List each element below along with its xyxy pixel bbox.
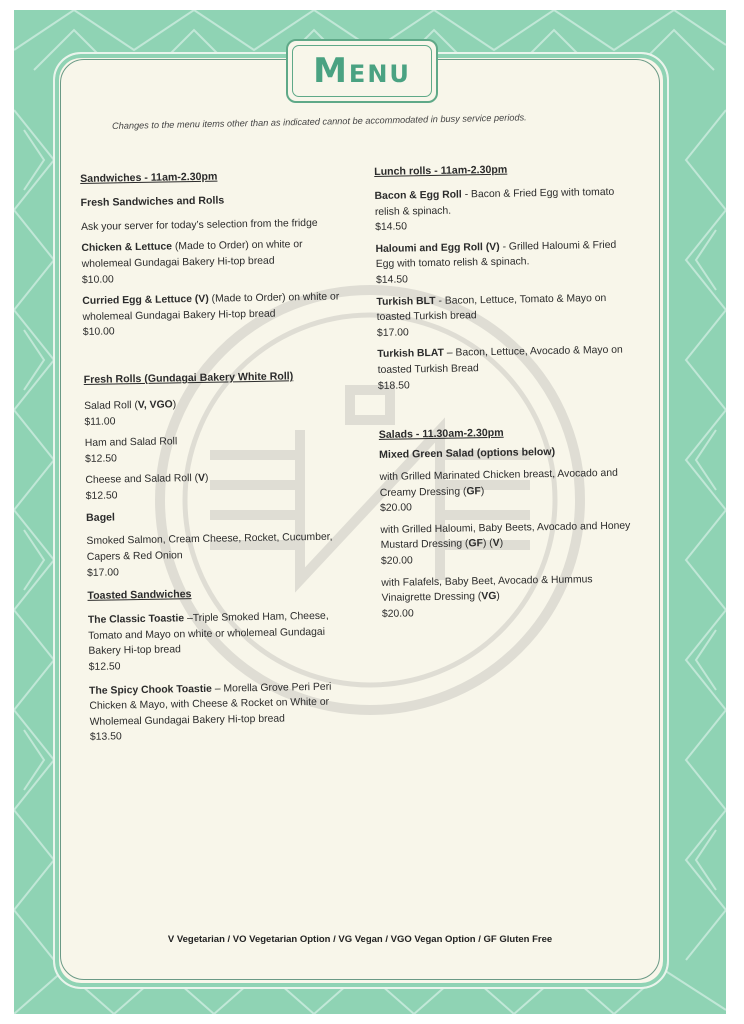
menu-item-ham-roll	[85, 432, 348, 468]
item-name: Haloumi and Egg Roll (V)	[375, 241, 500, 255]
item-name-pre: Salad Roll (	[84, 399, 138, 412]
item-tag: GF	[468, 538, 484, 550]
item-name: Turkish BLAT	[377, 348, 445, 361]
item-desc-pre: with Falafels, Baby Beet, Avocado & Hummus Vinaigrette Dressing (	[381, 573, 593, 605]
menu-item-salad-falafel	[381, 571, 644, 622]
item-price: $13.50	[89, 731, 122, 744]
item-desc: - Bacon & Fried Egg with tomato relish & spinach.	[374, 186, 615, 218]
lunch-rolls-heading: Lunch rolls - 11am-2.30pm	[374, 163, 508, 178]
item-name: Bacon & Egg Roll	[374, 189, 462, 202]
fresh-sandwiches-heading: Fresh Sandwiches and Rolls	[80, 194, 225, 209]
item-tag: VG	[481, 591, 497, 603]
salads-heading: Salads - 11.30am-2.30pm	[378, 426, 504, 442]
item-price: $14.50	[375, 274, 408, 286]
menu-item-bagel	[86, 530, 349, 581]
bagel-heading: Bagel	[85, 511, 116, 524]
fresh-rolls-heading: Fresh Rolls (Gundagai Bakery White Roll)	[83, 370, 294, 387]
sandwiches-heading: Sandwiches - 11am-2.30pm	[80, 170, 218, 185]
item-desc: - Bacon, Lettuce, Tomato & Mayo on toasted Turkish bread	[376, 292, 607, 324]
item-tag: GF	[466, 485, 481, 498]
mixed-salad-heading: Mixed Green Salad (options below)	[379, 445, 556, 462]
menu-item-spicy-toastie	[89, 679, 352, 746]
menu-item-chicken	[81, 237, 344, 288]
item-price: $12.50	[85, 490, 118, 502]
item-desc: - Grilled Haloumi & Fried Egg with tomato relish & spinach.	[375, 239, 617, 271]
item-tag: V	[197, 473, 206, 485]
title-frame	[286, 39, 438, 103]
item-name-pre: Cheese and Salad Roll (	[85, 473, 199, 487]
item-name: Curried Egg & Lettuce (V)	[82, 293, 209, 308]
item-tag: V, VGO	[137, 399, 173, 411]
fresh-intro: Ask your server for today’s selection from the fridge	[80, 217, 318, 233]
item-tag-2: V	[492, 538, 500, 550]
item-name-post: )	[204, 473, 209, 485]
notice-text: Changes to the menu items other than as indicated cannot be accommodated in busy service periods.	[111, 112, 527, 132]
item-desc: Smoked Salmon, Cream Cheese, Rocket, Cucumber, Capers & Red Onion	[86, 532, 333, 564]
menu-item-haloumi-egg	[375, 237, 638, 288]
item-price: $18.50	[377, 380, 410, 392]
item-price: $10.00	[81, 274, 114, 286]
menu-item-bacon-egg	[374, 184, 637, 235]
item-name: The Classic Toastie	[87, 613, 185, 627]
menu-item-cheese-roll	[85, 469, 348, 505]
item-price: $14.50	[375, 221, 408, 234]
item-desc: – Bacon, Lettuce, Avocado & Mayo on toasted Turkish Bread	[377, 345, 623, 376]
item-price: $12.50	[84, 453, 117, 465]
item-name: The Spicy Chook Toastie	[89, 683, 213, 697]
item-desc-post: )	[496, 591, 500, 603]
item-price: $20.00	[379, 502, 412, 515]
menu-item-classic-toastie	[88, 609, 351, 676]
toasted-heading: Toasted Sandwiches	[87, 588, 192, 603]
menu-item-curried-egg	[82, 290, 345, 341]
item-desc-pre: with Grilled Marinated Chicken breast, Avocado and Creamy Dressing (	[379, 467, 618, 499]
right-column	[374, 156, 644, 622]
item-name-post: )	[172, 399, 177, 411]
item-desc: –Triple Smoked Ham, Cheese, Tomato and Mayo on white or wholemeal Gundagai Bakery Hi-top bread	[88, 610, 329, 658]
item-price: $17.00	[376, 327, 409, 339]
item-price: $20.00	[381, 608, 414, 620]
item-desc: – Morella Grove Peri Peri Chicken & Mayo, with Cheese & Rocket on White or Wholemeal Gundagai Bakery Hi-top bread	[89, 681, 332, 728]
item-price: $12.50	[88, 661, 121, 673]
item-desc-post: )	[499, 538, 504, 550]
item-desc-mid: ) (	[482, 538, 493, 550]
left-column	[80, 163, 352, 746]
item-desc-post: )	[480, 485, 485, 497]
menu-item-turkish-blt	[376, 290, 639, 341]
item-price: $11.00	[84, 415, 116, 428]
item-price: $10.00	[82, 326, 115, 339]
page-title: Menu	[313, 51, 411, 91]
item-desc: (Made to Order) on white or wholemeal Gundagai Bakery Hi-top bread	[81, 239, 303, 270]
item-name: Ham and Salad Roll	[84, 436, 178, 450]
item-price: $17.00	[86, 567, 119, 579]
item-desc-pre: with Grilled Haloumi, Baby Beets, Avocado and Honey Mustard Dressing (	[380, 520, 631, 552]
item-desc: (Made to Order) on white or wholemeal Gundagai Bakery Hi-top bread	[82, 291, 340, 323]
item-name: Turkish BLT	[376, 295, 436, 308]
item-name: Chicken & Lettuce	[81, 241, 173, 255]
menu-item-salad-chicken	[379, 465, 642, 516]
dietary-legend: V Vegetarian / VO Vegetarian Option / VG Vegan / VGO Vegan Option / GF Gluten Free	[167, 934, 553, 945]
menu-item-salad-roll	[84, 394, 347, 430]
menu-item-turkish-blat	[377, 343, 640, 394]
menu-item-salad-haloumi	[380, 518, 643, 569]
item-price: $20.00	[380, 555, 413, 567]
